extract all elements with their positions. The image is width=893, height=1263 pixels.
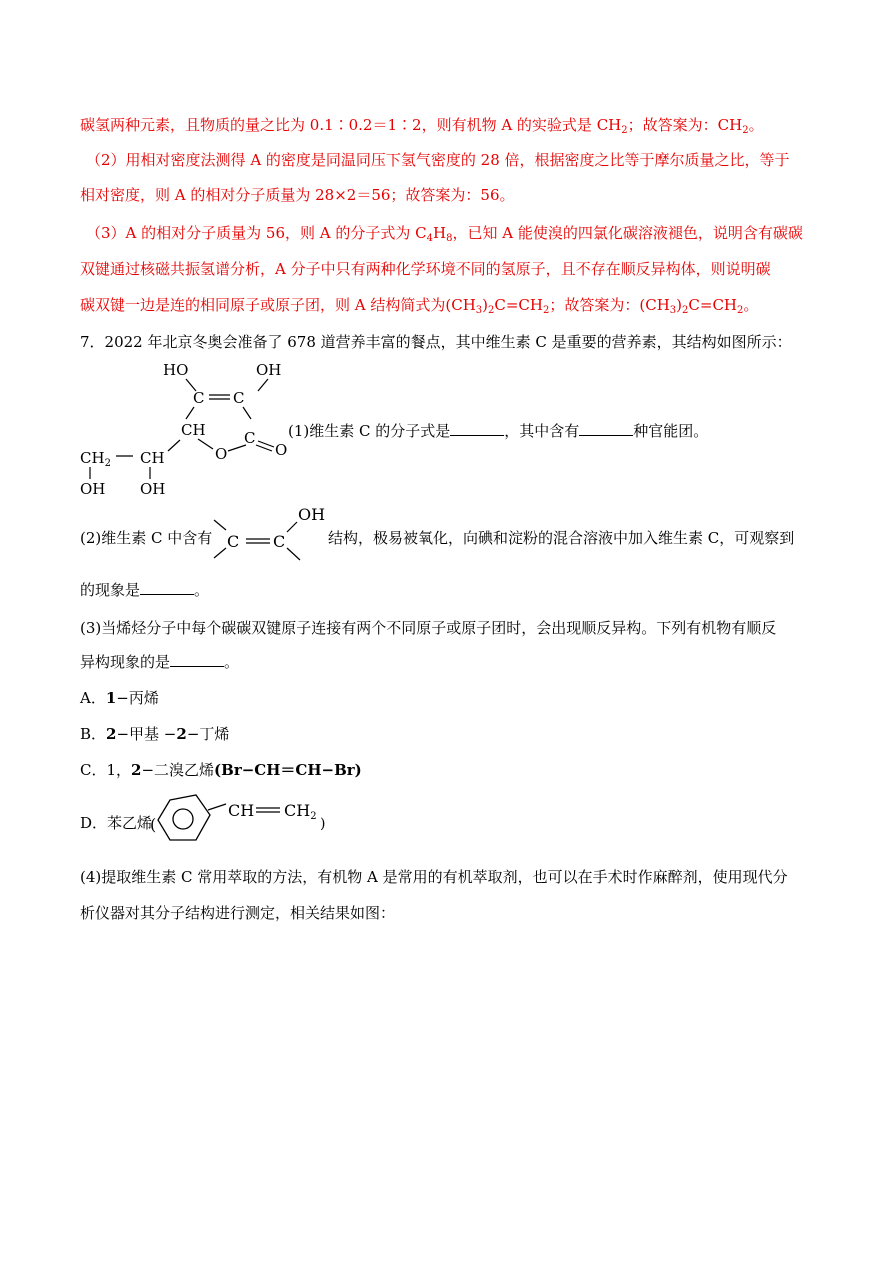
option-label: C．1，: [80, 761, 132, 779]
option-number: 2: [106, 725, 117, 743]
option-number: 2: [131, 761, 142, 779]
answer-line-6: [80, 295, 758, 315]
answer-blank[interactable]: [170, 652, 224, 667]
ring-oxygen: O: [215, 445, 228, 463]
ho-label: HO: [163, 361, 189, 379]
vitamin-c-structure: [78, 355, 298, 500]
question-7-stem: [80, 332, 792, 352]
subscript: 2: [543, 305, 550, 316]
question-7-part-2b: [328, 528, 794, 548]
answer-blank[interactable]: [140, 580, 194, 595]
question-text: (4)提取维生素 C 常用萃取的方法，有机物 A 是常用的有机萃取剂，也可以在手术时作麻醉剂，使用现代分: [80, 868, 788, 886]
answer-line-4: [86, 223, 803, 243]
subscript: 8: [446, 233, 453, 244]
ch2-label: $CH_2$: [80, 449, 111, 469]
question-text: 7．2022 年北京冬奥会准备了 678 道营养丰富的餐点，其中维生素 C 是重要的营养素，其结构如图所示：: [80, 333, 792, 351]
answer-blank[interactable]: [579, 421, 633, 436]
oh-label-1: OH: [80, 480, 106, 498]
answer-text: ，已知 A 能使溴的四氯化碳溶液褪色，说明含有碳碳: [452, 224, 803, 242]
answer-line-5: [80, 259, 771, 279]
ring-carbon-right: C: [233, 389, 245, 407]
question-text: 结构，极易被氧化，向碘和淀粉的混合溶液中加入维生素 C，可观察到: [328, 529, 795, 547]
answer-text: 碳氢两种元素，且物质的量之比为 0.1∶0.2＝1∶2，则有机物 A 的实验式是 CH: [80, 116, 622, 134]
question-7-part-3a: [80, 618, 776, 638]
answer-text: C=CH: [494, 296, 543, 314]
option-b[interactable]: [80, 724, 229, 744]
ring-carbon-left: C: [193, 389, 205, 407]
question-text: 的现象是: [80, 581, 141, 599]
question-7-part-4a: [80, 867, 788, 887]
answer-text: （3）A 的相对分子质量为 56，则 A 的分子式为 C: [86, 224, 427, 242]
enol-structure: [210, 502, 332, 572]
answer-text: 碳双键一边是连的相同原子或原子团，则 A 结构简式为(CH: [80, 296, 476, 314]
subscript: 4: [426, 233, 433, 244]
carbonyl-oxygen: O: [275, 441, 288, 459]
enol-carbon-2: C: [273, 532, 286, 551]
question-7-part-1: [288, 421, 708, 441]
option-number: 2: [176, 725, 187, 743]
answer-text: ): [482, 296, 489, 314]
ring-ch: CH: [181, 421, 206, 439]
answer-text: C=CH: [688, 296, 738, 314]
enol-oh: OH: [298, 505, 326, 524]
question-text: 异构现象的是: [80, 653, 171, 671]
answer-text: 。: [743, 296, 759, 314]
oh-label: OH: [256, 361, 282, 379]
benzene-ring-icon: [158, 795, 210, 840]
styrene-structure: [150, 790, 330, 848]
option-text: −丁烯: [186, 725, 230, 743]
question-7-part-4b: [80, 903, 395, 923]
subscript: 3: [475, 305, 483, 316]
subscript: 2: [682, 305, 689, 316]
question-7-part-2c: [80, 580, 209, 600]
answer-line-3: [80, 185, 515, 205]
option-label: B．: [80, 725, 107, 743]
answer-text: 双键通过核磁共振氢谱分析，A 分子中只有两种化学环境不同的氢原子，且不存在顺反异构体，则说明碳: [80, 260, 771, 278]
oh-label-2: OH: [140, 480, 166, 498]
side-chain-ch: CH: [140, 449, 165, 467]
carbonyl-carbon: C: [244, 429, 256, 447]
option-text: −丙烯: [116, 689, 159, 707]
subscript: 3: [669, 305, 677, 316]
option-label: D．苯乙烯: [80, 814, 153, 832]
subscript: 2: [621, 125, 628, 136]
option-formula: (Br−CH＝CH−Br): [214, 761, 362, 779]
option-text: −甲基 −: [116, 725, 177, 743]
answer-text: H: [433, 224, 447, 242]
enol-carbon-1: C: [227, 532, 240, 551]
question-text: 。: [224, 653, 240, 671]
answer-text: （2）用相对密度法测得 A 的密度是同温同压下氢气密度的 28 倍，根据密度之比等于摩尔质量之比，等于: [86, 151, 790, 169]
answer-text: ；故答案为：(CH: [549, 296, 670, 314]
option-number: 1: [105, 689, 117, 707]
styrene-ch: CH: [228, 801, 255, 820]
option-c[interactable]: [80, 760, 362, 780]
question-text: (2)维生素 C 中含有: [80, 529, 213, 547]
option-label: A．: [80, 689, 106, 707]
aromatic-circle-icon: [173, 809, 193, 829]
answer-line-2: [86, 150, 790, 170]
question-7-part-3b: [80, 652, 239, 672]
question-text: (1)维生素 C 的分子式是: [288, 422, 451, 440]
subscript: 2: [737, 305, 744, 316]
subscript: 2: [488, 305, 495, 316]
answer-text: ；故答案为：CH: [627, 116, 743, 134]
styrene-ch2: CH2: [284, 801, 317, 822]
answer-text: 。: [748, 116, 764, 134]
answer-line-1: [80, 115, 764, 135]
answer-text: 相对密度，则 A 的相对分子质量为 28×2＝56；故答案为：56。: [80, 186, 515, 204]
option-text: −二溴乙烯: [141, 761, 215, 779]
answer-text: ): [676, 296, 683, 314]
answer-blank[interactable]: [450, 421, 504, 436]
question-text: (3)当烯烃分子中每个碳碳双键原子连接有两个不同原子或原子团时，会出现顺反异构。下列有机物有顺反: [80, 619, 777, 637]
option-a[interactable]: [80, 688, 159, 708]
option-d[interactable]: [80, 813, 152, 833]
paren-left: (: [150, 815, 157, 834]
question-7-part-2a: [80, 528, 212, 548]
question-text: 种官能团。: [633, 422, 709, 440]
paren-right: ): [320, 816, 326, 832]
question-text: 析仪器对其分子结构进行测定，相关结果如图：: [80, 904, 396, 922]
question-text: 。: [194, 581, 210, 599]
subscript: 2: [742, 125, 749, 136]
question-text: ，其中含有: [504, 422, 580, 440]
